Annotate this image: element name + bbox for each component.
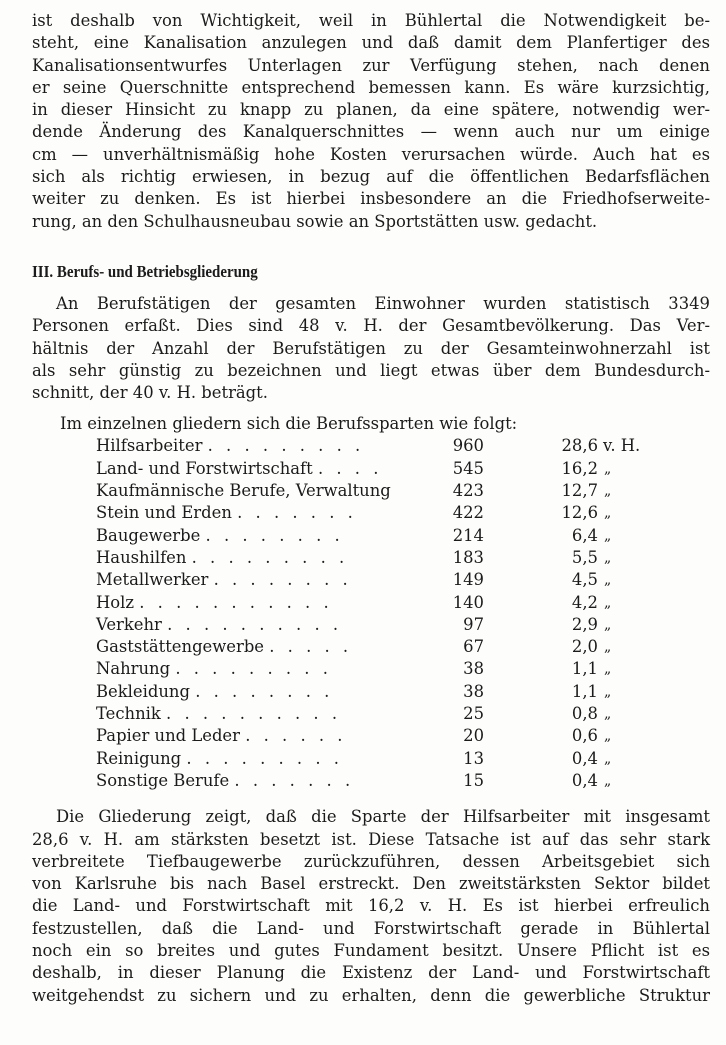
column-gap [484, 748, 546, 770]
column-gap [484, 658, 546, 680]
occupation-cell [96, 480, 444, 502]
ditto-mark: „ [604, 549, 612, 566]
occupation-name: Haushilfen [96, 547, 187, 567]
occupation-name: Reinigung [96, 748, 182, 768]
column-gap [484, 681, 546, 703]
table-row [96, 569, 664, 591]
column-gap [484, 547, 546, 569]
percent-cell: 12,7 [561, 481, 598, 501]
table-row [96, 614, 664, 636]
occupation-name: Technik [96, 704, 161, 724]
occupation-cell [96, 614, 444, 636]
percent-cell: 28,6 [561, 436, 598, 456]
column-gap [484, 592, 546, 614]
text-line: Die Gliederung zeigt, daß die Sparte der Hilfsarbeiter mit insgesamt [56, 807, 710, 827]
percent-cell: 1,1 [571, 681, 598, 701]
text-line: festzustellen, daß die Land- und Forstwirtschaft gerade in Bühlertal [32, 918, 710, 938]
occupation-cell [96, 547, 444, 569]
text-line: als sehr günstig zu bezeichnen und liegt etwas über dem Bundesdurch- [32, 360, 710, 380]
table-row [96, 547, 664, 569]
occupation-cell [96, 725, 444, 747]
table-row [96, 592, 664, 614]
leader-dots: . . . . . . . . . . . [139, 592, 333, 612]
occupation-name: Sonstige Berufe [96, 770, 230, 790]
occupation-table [96, 435, 664, 792]
ditto-mark: „ [604, 728, 612, 745]
text-line: die Land- und Forstwirtschaft mit 16,2 v. H. Es ist hierbei erfreulich [32, 896, 710, 916]
text-line: An Berufstätigen der gesamten Einwohner wurden statistisch 3349 [56, 293, 710, 313]
table-row [96, 458, 664, 480]
occupation-cell [96, 592, 444, 614]
ditto-mark: „ [604, 772, 612, 789]
table-row [96, 525, 664, 547]
occupation-name: Baugewerbe [96, 525, 201, 545]
ditto-mark: „ [604, 616, 612, 633]
occupation-name: Verkehr [96, 614, 162, 634]
text-line: ist deshalb von Wichtigkeit, weil in Bühlertal die Notwendigkeit be- [32, 11, 710, 30]
occupation-name: Papier und Leder [96, 726, 240, 746]
table-row [96, 681, 664, 703]
count-cell: 183 [452, 547, 484, 567]
leader-dots: . . . . . . . . [195, 681, 334, 701]
table-row [96, 480, 664, 502]
ditto-mark: „ [604, 750, 612, 767]
ditto-mark: „ [604, 683, 612, 700]
occupation-name: Stein und Erden [96, 503, 232, 523]
text-line: cm — unverhältnismäßig hohe Kosten verursachen würde. Auch hat es [32, 144, 710, 164]
percent-cell: 6,4 [571, 525, 598, 545]
occupation-cell [96, 770, 444, 792]
occupation-name: Nahrung [96, 659, 171, 679]
text-line: rung, an den Schulhausneubau sowie an Sportstätten usw. gedacht. [32, 211, 598, 231]
leader-dots: . . . . . . . . [205, 525, 344, 545]
percent-cell: 12,6 [561, 503, 598, 523]
ditto-mark: „ [604, 594, 612, 611]
occupation-cell [96, 658, 444, 680]
column-gap [484, 703, 546, 725]
text-line: noch ein so breites und gutes Fundament besitzt. Unsere Pflicht ist es [32, 940, 710, 960]
leader-dots: . . . . . . . . . . [167, 614, 343, 634]
occupation-name: Hilfsarbeiter [96, 436, 203, 456]
text-line: weiter zu denken. Es ist hierbei insbesondere an die Friedhofserweite- [32, 189, 710, 209]
percent-cell: 4,2 [571, 592, 598, 612]
count-cell: 423 [452, 481, 484, 501]
occupation-cell [96, 636, 444, 658]
count-cell: 960 [452, 436, 484, 456]
count-cell: 13 [463, 748, 484, 768]
count-cell: 67 [463, 637, 484, 657]
count-cell: 140 [452, 592, 484, 612]
column-gap [484, 569, 546, 591]
occupation-cell [96, 502, 444, 524]
text-line: in dieser Hinsicht zu knapp zu planen, da eine spätere, notwendig wer- [32, 100, 710, 120]
occupation-name: Bekleidung [96, 681, 190, 701]
occupation-name: Metallwerker [96, 570, 209, 590]
count-cell: 25 [463, 704, 484, 724]
table-intro: Im einzelnen gliedern sich die Berufssparten wie folgt: [60, 414, 518, 434]
percent-cell: 0,4 [571, 770, 598, 790]
percent-cell: 5,5 [571, 547, 598, 567]
table-row [96, 636, 664, 658]
column-gap [484, 525, 546, 547]
ditto-mark: „ [604, 460, 612, 477]
occupation-name: Land- und Forstwirtschaft [96, 458, 313, 478]
leader-dots: . . . . . . . [237, 503, 357, 523]
percent-cell: 0,8 [571, 704, 598, 724]
unit-label: v. H. [603, 436, 641, 456]
table-row [96, 703, 664, 725]
count-cell: 422 [452, 503, 484, 523]
column-gap [484, 480, 546, 502]
occupation-cell [96, 435, 444, 457]
column-gap [484, 770, 546, 792]
percent-cell: 0,6 [571, 726, 598, 746]
column-gap [484, 614, 546, 636]
text-line: er seine Querschnitte entsprechend bemessen kann. Es wäre kurzsichtig, [32, 77, 710, 97]
count-cell: 15 [463, 770, 484, 790]
text-line: Personen erfaßt. Dies sind 48 v. H. der Gesamtbevölkerung. Das Ver- [32, 316, 710, 336]
occupation-name: Gaststättengewerbe [96, 637, 265, 657]
text-line: hältnis der Anzahl der Berufstätigen zu der Gesamteinwohnerzahl ist [32, 338, 710, 358]
count-cell: 214 [452, 525, 484, 545]
percent-cell: 1,1 [571, 659, 598, 679]
text-line: dende Änderung des Kanalquerschnittes — wenn auch nur um einige [32, 122, 710, 142]
top-paragraph [32, 10, 710, 233]
occupation-cell [96, 748, 444, 770]
table-row [96, 502, 664, 524]
count-cell: 545 [452, 458, 484, 478]
ditto-mark: „ [604, 639, 612, 656]
occupation-cell [96, 525, 444, 547]
count-cell: 149 [452, 570, 484, 590]
text-line: schnitt, der 40 v. H. beträgt. [32, 383, 268, 403]
ditto-mark: „ [604, 505, 612, 522]
occupation-cell [96, 569, 444, 591]
text-line: weitgehendst zu sichern und zu erhalten, denn die gewerbliche Struktur [32, 985, 710, 1005]
occupation-cell [96, 681, 444, 703]
ditto-mark: „ [604, 483, 612, 500]
section-heading: III. Berufs- und Betriebsgliederung [32, 261, 258, 281]
column-gap [484, 502, 546, 524]
occupation-name: Holz [96, 592, 135, 612]
percent-cell: 0,4 [571, 748, 598, 768]
count-cell: 38 [463, 659, 484, 679]
leader-dots: . . . . . . . . . [186, 748, 343, 768]
closing-paragraph [32, 806, 710, 1007]
leader-dots: . . . . . [269, 637, 353, 657]
intro-paragraph [32, 293, 710, 404]
text-line: steht, eine Kanalisation anzulegen und daß damit dem Planfertiger des [32, 33, 710, 53]
leader-dots: . . . . . . . . . [191, 547, 349, 567]
percent-cell: 2,9 [571, 614, 598, 634]
percent-cell: 16,2 [561, 458, 598, 478]
column-gap [484, 458, 546, 480]
percent-cell: 4,5 [571, 570, 598, 590]
leader-dots: . . . . . . . [234, 770, 355, 790]
ditto-mark: „ [604, 527, 612, 544]
table-row [96, 435, 664, 457]
text-line: sich als richtig erwiesen, in bezug auf die öffentlichen Bedarfsflächen [32, 167, 710, 187]
count-cell: 97 [463, 614, 484, 634]
ditto-mark: „ [604, 706, 612, 723]
column-gap [484, 725, 546, 747]
table-row [96, 770, 664, 792]
occupation-name: Kaufmännische Berufe, Verwaltung [96, 481, 391, 501]
text-line: von Karlsruhe bis nach Basel erstreckt. Den zweitstärksten Sektor bildet [32, 874, 710, 894]
ditto-mark: „ [604, 572, 612, 589]
text-line: deshalb, in dieser Planung die Existenz der Land- und Forstwirtschaft [32, 963, 710, 983]
occupation-cell [96, 458, 444, 480]
leader-dots: . . . . . . . . . [207, 436, 365, 456]
column-gap [484, 636, 546, 658]
leader-dots: . . . . . . . . . . [166, 704, 342, 724]
percent-cell: 2,0 [571, 637, 598, 657]
leader-dots: . . . . [317, 458, 383, 478]
count-cell: 20 [463, 726, 484, 746]
text-line: Kanalisationsentwurfes Unterlagen zur Verfügung stehen, nach denen [32, 55, 710, 75]
count-cell: 38 [463, 681, 484, 701]
leader-dots: . . . . . . . . . [175, 659, 332, 679]
table-row [96, 658, 664, 680]
text-line: verbreitete Tiefbaugewerbe zurückzuführen, dessen Arbeitsgebiet sich [32, 851, 710, 871]
column-gap [484, 435, 546, 457]
table-row [96, 748, 664, 770]
table-row [96, 725, 664, 747]
ditto-mark: „ [604, 661, 612, 678]
occupation-cell [96, 703, 444, 725]
leader-dots: . . . . . . . . [213, 570, 352, 590]
text-line: 28,6 v. H. am stärksten besetzt ist. Diese Tatsache ist auf das sehr stark [32, 829, 710, 849]
leader-dots: . . . . . . [245, 726, 347, 746]
